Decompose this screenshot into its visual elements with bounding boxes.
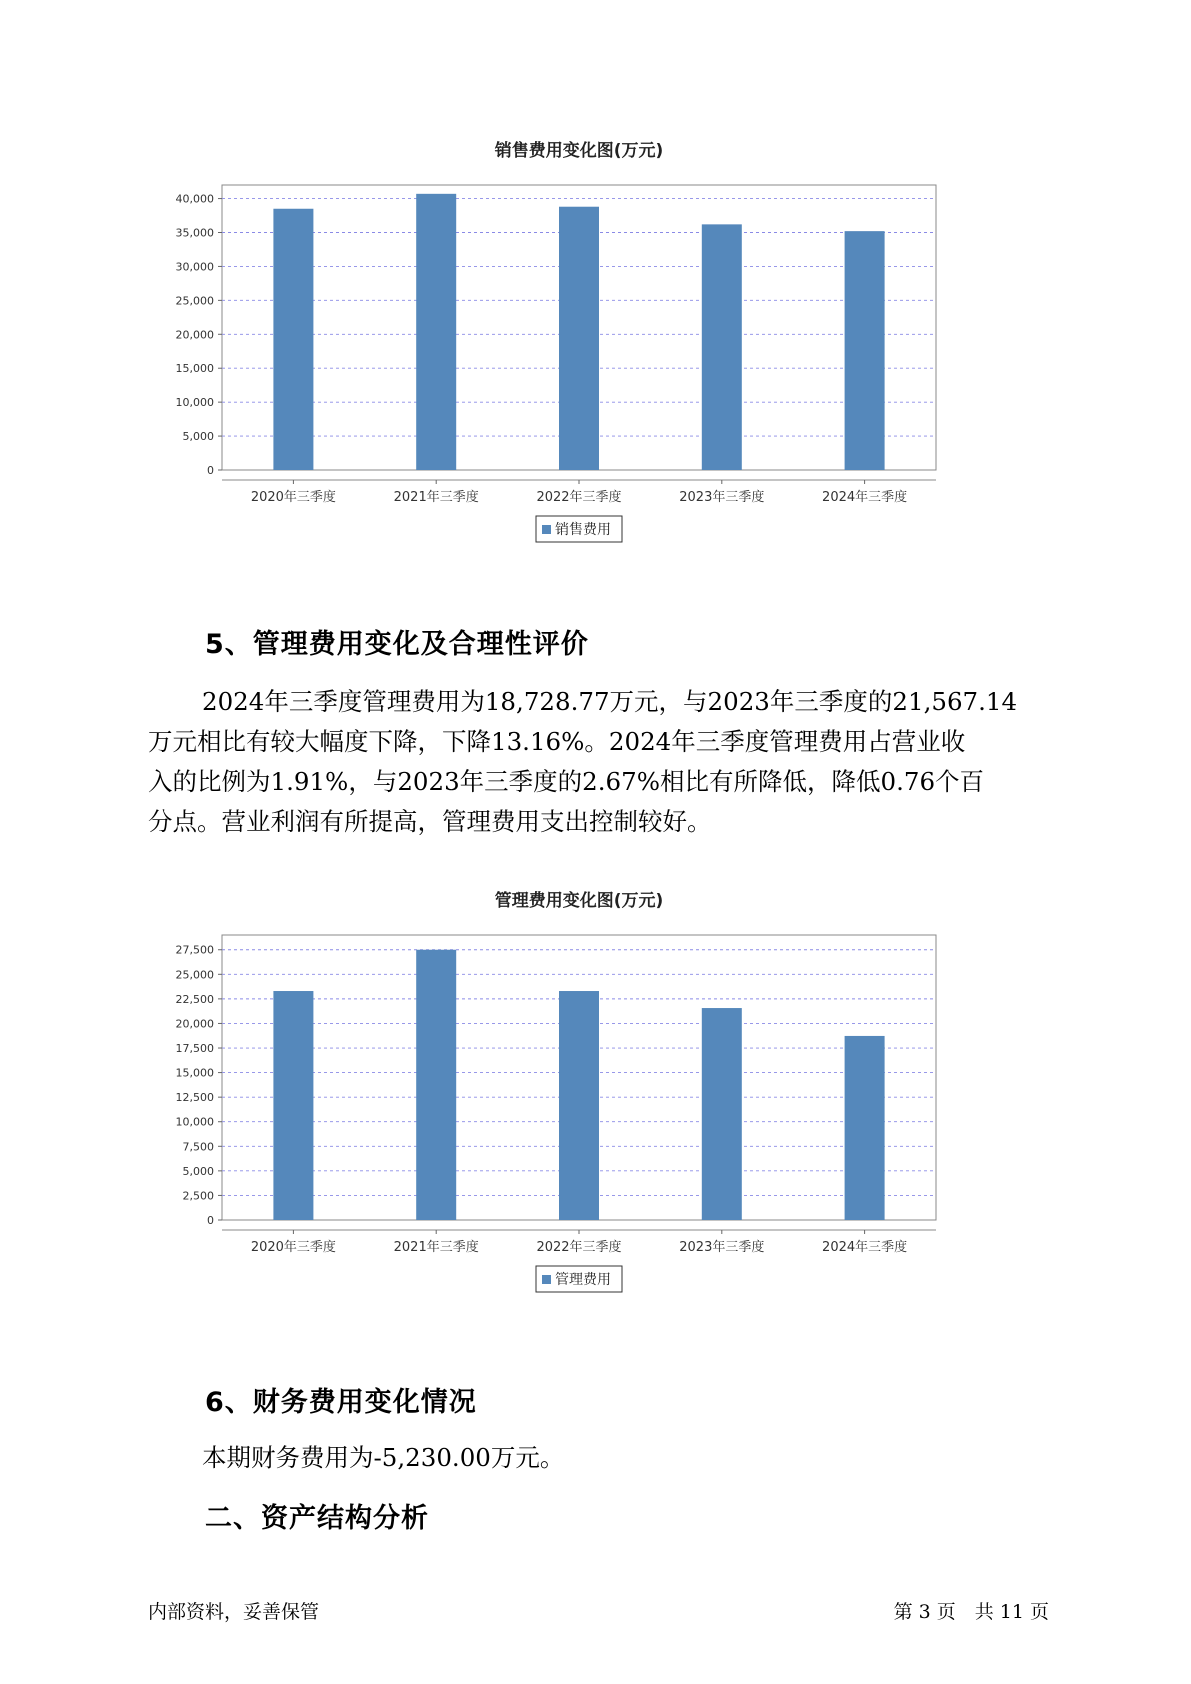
y-tick-label: 20,000 xyxy=(175,1017,214,1031)
admin-expense-chart xyxy=(140,880,1040,1340)
x-tick-label: 2022年三季度 xyxy=(536,490,622,505)
footer-page-number: 第 3 页 共 11 页 xyxy=(893,1601,1049,1623)
legend-label: 管理费用 xyxy=(555,1272,611,1288)
footer-confidential: 内部资料，妥善保管 xyxy=(148,1601,320,1623)
chart-title: 管理费用变化图(万元) xyxy=(494,891,664,911)
x-tick-label: 2020年三季度 xyxy=(250,1240,336,1255)
section-5-line-2: 万元相比有较大幅度下降，下降13.16%。2024年三季度管理费用占营业收 xyxy=(148,727,966,756)
part-2-heading: 二、资产结构分析 xyxy=(205,1503,429,1534)
y-tick-label: 15,000 xyxy=(175,362,214,376)
x-tick-label: 2020年三季度 xyxy=(250,490,336,505)
chart-legend xyxy=(536,516,622,542)
section-5-line-4: 分点。营业利润有所提高，管理费用支出控制较好。 xyxy=(148,807,712,836)
bar xyxy=(559,991,599,1220)
admin-expense-chart-svg xyxy=(140,880,1040,1340)
bar xyxy=(559,207,599,470)
y-tick-label: 5,000 xyxy=(182,430,214,444)
bar xyxy=(273,209,313,470)
bar xyxy=(273,991,313,1220)
y-tick-label: 2,500 xyxy=(182,1189,214,1203)
y-tick-label: 25,000 xyxy=(175,968,214,982)
x-tick-label: 2022年三季度 xyxy=(536,1240,622,1255)
y-tick-label: 0 xyxy=(207,464,214,477)
x-tick-label: 2021年三季度 xyxy=(393,490,479,505)
section-6-heading: 6、财务费用变化情况 xyxy=(205,1387,477,1418)
y-tick-label: 17,500 xyxy=(175,1042,214,1056)
bar xyxy=(416,950,456,1220)
y-tick-label: 10,000 xyxy=(175,1115,214,1129)
section-5-heading: 5、管理费用变化及合理性评价 xyxy=(205,629,589,660)
y-tick-label: 15,000 xyxy=(175,1066,214,1080)
bar xyxy=(845,231,885,470)
bar xyxy=(845,1036,885,1220)
legend-swatch xyxy=(542,525,551,534)
chart-title: 销售费用变化图(万元) xyxy=(494,141,664,161)
y-tick-label: 35,000 xyxy=(175,226,214,240)
x-tick-label: 2024年三季度 xyxy=(822,490,908,505)
legend-label: 销售费用 xyxy=(555,522,611,538)
bar xyxy=(416,194,456,470)
y-tick-label: 40,000 xyxy=(175,192,214,206)
bar xyxy=(702,1008,742,1220)
section-6-text: 本期财务费用为-5,230.00万元。 xyxy=(202,1443,565,1472)
y-tick-label: 12,500 xyxy=(175,1091,214,1105)
y-tick-label: 30,000 xyxy=(175,260,214,274)
section-5-line-1: 2024年三季度管理费用为18,728.77万元，与2023年三季度的21,567.14 xyxy=(202,687,1018,716)
y-tick-label: 20,000 xyxy=(175,328,214,342)
y-tick-label: 22,500 xyxy=(175,992,214,1006)
x-tick-label: 2021年三季度 xyxy=(393,1240,479,1255)
legend-swatch xyxy=(542,1275,551,1284)
x-tick-label: 2023年三季度 xyxy=(679,490,765,505)
y-tick-label: 7,500 xyxy=(182,1140,214,1154)
sales-expense-chart-svg xyxy=(140,130,1040,590)
y-tick-label: 0 xyxy=(207,1214,214,1227)
sales-expense-chart xyxy=(140,130,1040,590)
chart-legend xyxy=(536,1266,622,1292)
y-tick-label: 10,000 xyxy=(175,396,214,410)
x-tick-label: 2024年三季度 xyxy=(822,1240,908,1255)
y-tick-label: 5,000 xyxy=(182,1164,214,1178)
section-5-line-3: 入的比例为1.91%，与2023年三季度的2.67%相比有所降低，降低0.76个百 xyxy=(148,767,985,796)
y-tick-label: 25,000 xyxy=(175,294,214,308)
bar xyxy=(702,224,742,470)
y-tick-label: 27,500 xyxy=(175,943,214,957)
x-tick-label: 2023年三季度 xyxy=(679,1240,765,1255)
